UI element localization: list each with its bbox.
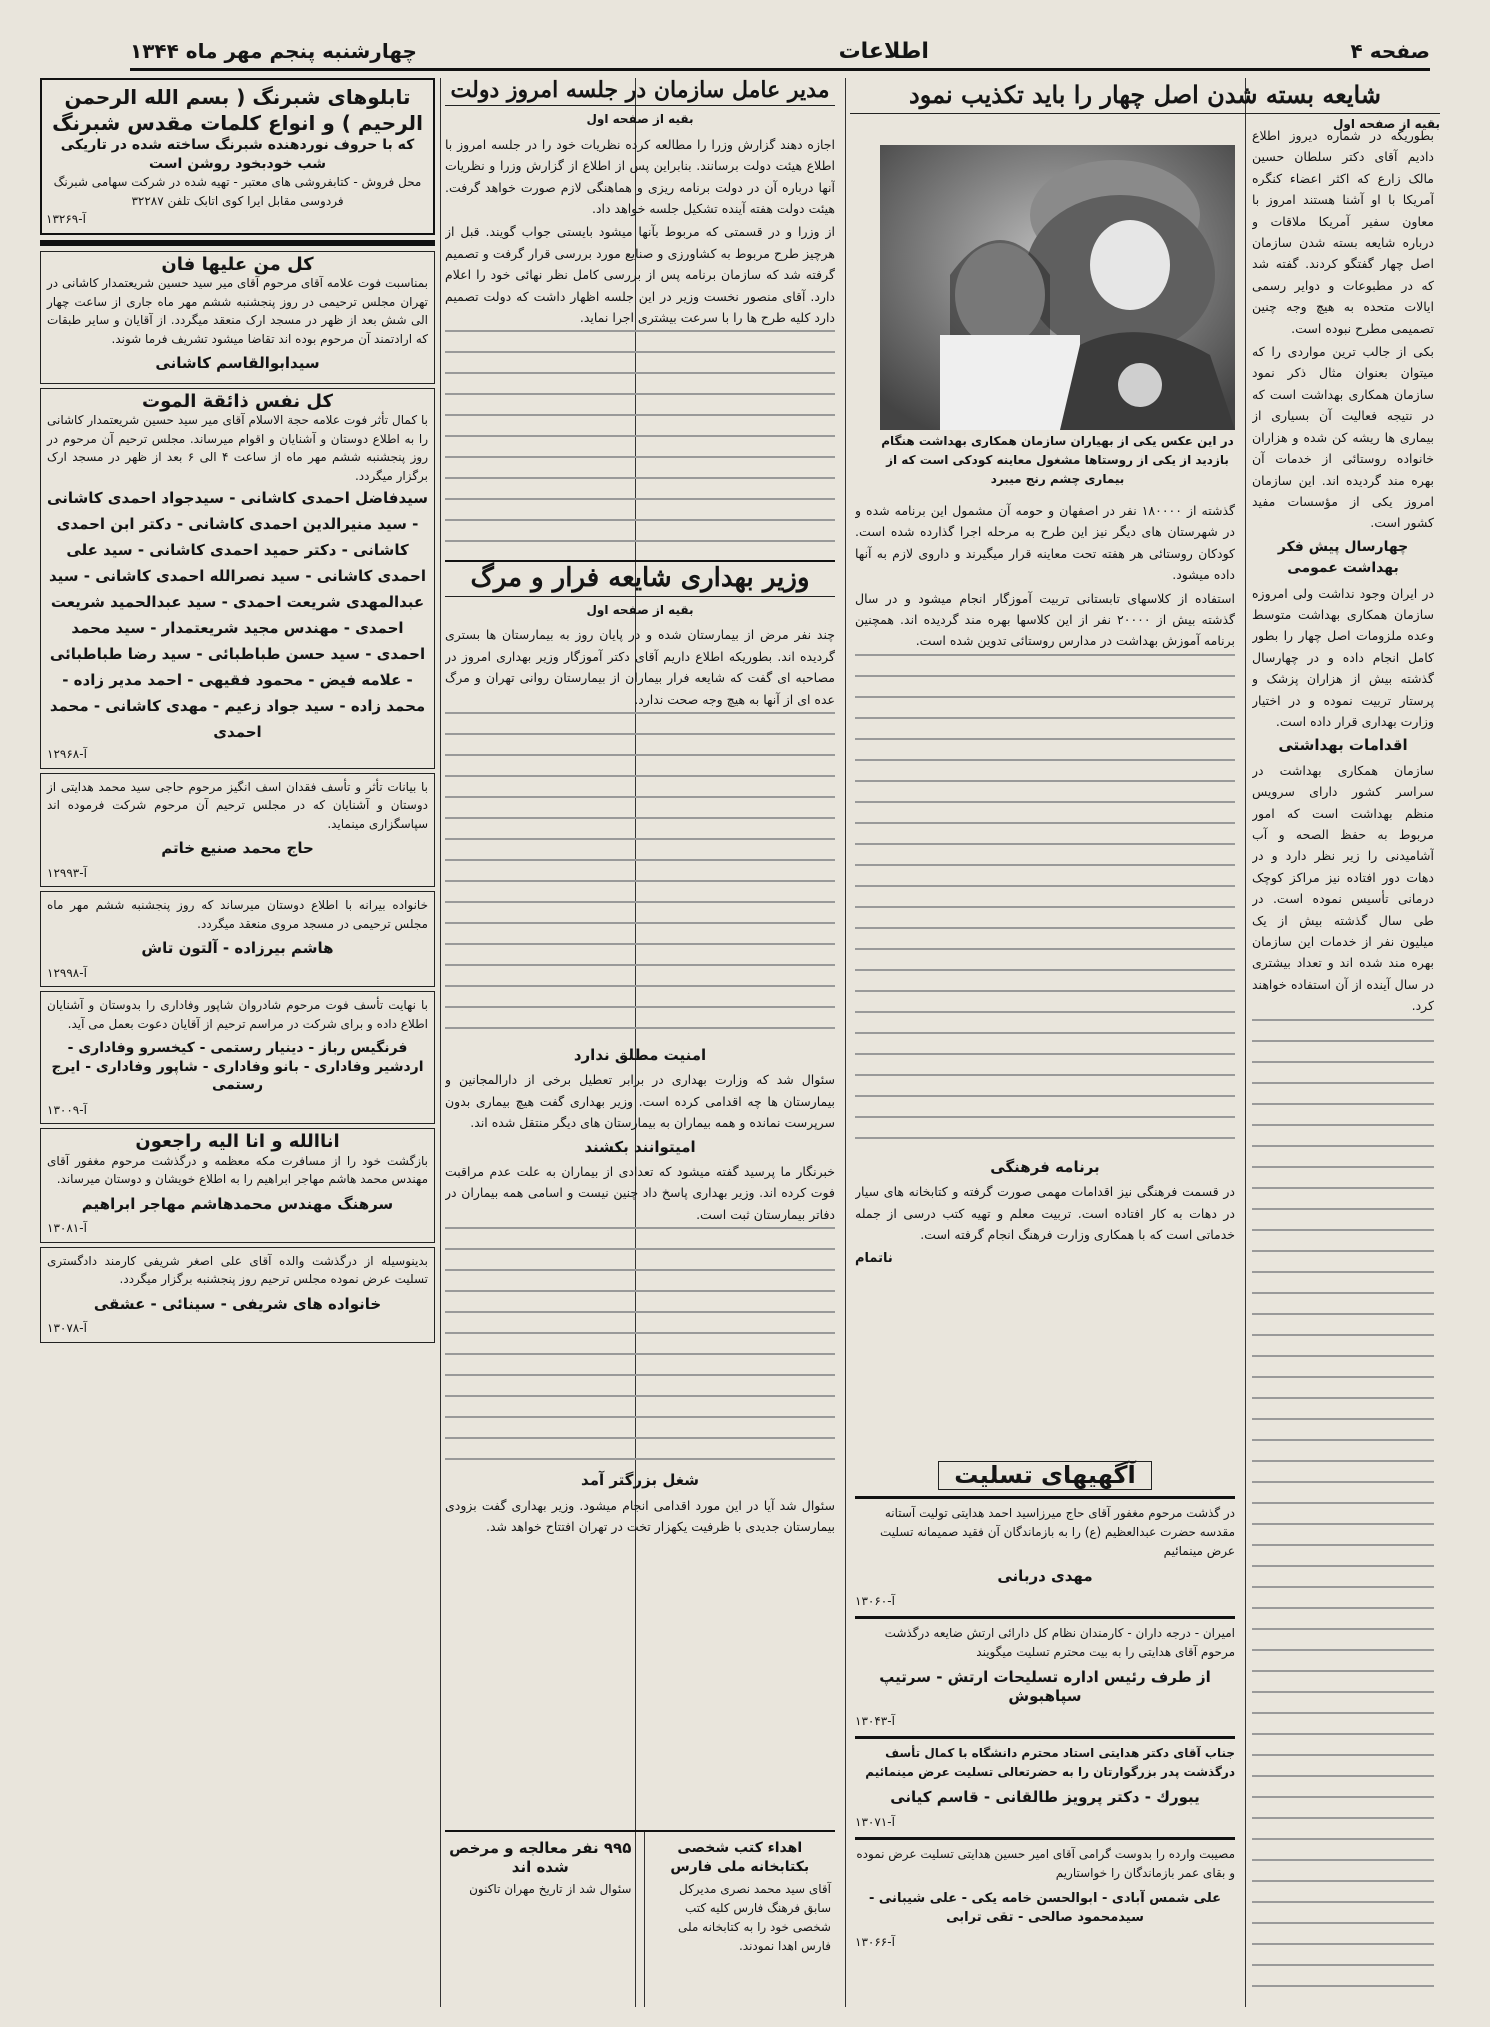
notice-1-text: بمناسبت فوت علامه آقای مرحوم آقای میر سید حسین شریعتمدار کاشانی در تهران مجلس ترحیمی در روز پنجشنبه ششم مهر ماه جاری از ساعت چهار الی شش بعد از ظهر در مسجد ارک منعقد میگردد. از آقایان و سایر طبقات که ارادتمند آن مرحوم بوده اند تقاضا میشود تشریف فرما شوند. (47, 276, 428, 346)
notice-1-heading: کل من علیها فان (161, 253, 314, 275)
newspaper-name: اطلاعات (838, 38, 929, 64)
middle-paragraph-3: چند نفر مرض از بیمارستان شده و در پایان روز به بیمارستان ها بستری گردیده اند. بطوریکه اطلاع داریم آقای دکتر آموزگار وزیر بهداری امروز در مصاحبه ای گفت که شایعه فرار بیماران از بیمارستان روانی تهران و مرگ عده ای از آنها به هیچ وجه صحت ندارد. (445, 627, 835, 707)
ad-code: آ-۱۳۰۰۹ (47, 1102, 87, 1117)
condolence-ads (855, 1455, 1235, 2007)
ad-shabrang-address: محل فروش - کتابفروشی های معتبر - تهیه شده در شرکت سهامی شبرنگ فردوسی مقابل ایرا کوی اتابک تلفن ۳۲۲۸۷ (53, 175, 422, 208)
middle-headline: مدیر عامل سازمان در جلسه امروز دولت (445, 78, 835, 106)
middle-paragraph-2: از وزرا و در قسمتی که مربوط بآنها میشود بایستی جواب گویند. قبل از هرچیز طرح مربوط به کشاورزی و صنایع مورد بررسی قرار گرفت و تصمیم گرفته شد که سازمان برنامه پس از بررسی کامل نظر نهائی خود را اعلام دارد. آقای منصور نخست وزیر در این جلسه اظهار داشت که دولت تصمیم دارد کلیه طرح ها را با سرعت بیشتری اجرا نماید. (445, 224, 835, 326)
condolence-text-2: امیران - درجه داران - کارمندان نظام کل دارائی ارتش ضایعه درگذشت مرحوم آقای هدایتی را به بیت محترم تسلیت میگویند (884, 1626, 1235, 1659)
ad-shabrang-text: که با حروف نوردهنده شبرنگ ساخته شده در تاریکی شب خودبخود روشن است (60, 137, 415, 172)
ad-code: آ-۱۳۰۶۶ (855, 1935, 895, 1949)
ad-shabrang-title: تابلوهای شبرنگ ( بسم الله الرحمن الرحیم ) و انواع کلمات مقدس شبرنگ (52, 85, 423, 135)
notice-2-heading: کل نفس ذائقة الموت (142, 390, 333, 412)
condolence-text-4: مصیبت وارده را بدوست گرامی آقای امیر حسین هدایتی تسلیت عرض نموده و بقای عمر بازماندگان را خواستاریم (856, 1847, 1235, 1880)
mourners-names: سیدفاضل احمدی کاشانی - سیدجواد احمدی کاشانی - سید منیرالدین احمدی کاشانی - دکتر ابن احمدی کاشانی - دکتر حمید احمدی کاشانی - سید علی احمدی کاشانی - سید نصرالله احمدی کاشانی - سید عبدالمهدی شریعت احمدی - سید عبدالحمید شریعت احمدی - مهندس مجید شریعتمدار - سید محمد احمدی - سید حسن طباطبائی - سید رضا طباطبائی - علامه فیض - محمود فقیهی - احمد مدیر زاده - محمد زاده - سید جواد زعیم - مهدی کاشانی - محمد احمدی (47, 489, 428, 741)
notice-4-text: خانواده بیرانه با اطلاع دوستان میرساند که روز پنجشنبه ششم مهر ماه مجلس ترحیمی در مسجد مروی منعقد میگردد. (47, 898, 428, 931)
lead-article-column (1252, 125, 1434, 2007)
lead-subhead-2: اقدامات بهداشتی (1278, 736, 1408, 755)
continued-note: بقیه از صفحه اول (586, 602, 694, 617)
middle-headline-2: وزیر بهداری شایعه فرار و مرگ (445, 560, 835, 596)
treated-news-title: ۹۹۵ نفر معالجه و مرخص شده اند (449, 1839, 632, 1876)
notice-6-heading: اناالله و انا الیه راجعون (135, 1131, 340, 1152)
lead-subhead-1: چهارسال پیش فکر بهداشت عمومی (1277, 538, 1409, 577)
lead-paragraph-1: بطوریکه در شماره دیروز اطلاع دادیم آقای دکتر سلطان حسین مالک زارع که اکثر اعضاء کنگره آمریکا با او آشنا هستند امروز با معاون سفیر آمریکا ملاقات و درباره شایعه بسته شدن سازمان اصل چهار گفتگو کردند. گفته شد که در مطبوعات و دوایر رسمی ایالات متحده به هیچ وجه چنین تصمیمی مطرح نبوده است. (1252, 128, 1434, 336)
photo-caption: در این عکس یکی از بهیاران سازمان همکاری بهداشت هنگام بازدید از یکی از روستاها مشغول معاینه کودکی است که از بیماری چشم رنج میبرد (881, 434, 1234, 486)
middle-paragraph-4: سئوال شد که وزارت بهداری در برابر تعطیل برخی از دارالمجانین و بیمارستان ها چه اقدامی کرده است. وزیر بهداری گفت هیچ بیماری بدون سرپرست نمانده و همه بیماران به بیمارستان های دیگر منتقل شده اند. (445, 1072, 835, 1131)
library-news-text: آقای سید محمد نصری مدیرکل سابق فرهنگ فارس کلیه کتب شخصی خود را به کتابخانه ملی فارس اهدا نمودند. (677, 1882, 831, 1953)
middle-subhead-3: شغل بزرگتر آمد (581, 1471, 699, 1490)
treated-news (445, 1832, 636, 2007)
notice-2 (40, 388, 435, 769)
lead-paragraph-2: بکی از جالب ترین مواردی را که میتوان بعنوان مثال ذکر نمود سازمان همکاری بهداشت است که در نتیجه فعالیت آن بسیاری از بیماری ها ریشه کن شده و هزاران خانواده روستائی از خدمات آن بهره مند گردیده اند. این سازمان امروز یکی از مؤسسات مفید کشور است. (1252, 344, 1434, 531)
text-continuation (855, 654, 1235, 1154)
center-paragraph-1: گذشته از ۱۸۰۰۰۰ نفر در اصفهان و حومه آن مشمول این برنامه شده و در شهرستان های دیگر نیز این طرح به مرحله اجرا گذارده شده است. کودکان روستائی هر هفته تحت معاینه قرار میگیرند و داروی لازم به آنها داده میشود. (855, 503, 1235, 583)
lead-headline: شایعه بسته شدن اصل چهار را باید تکذیب نمود (850, 78, 1440, 114)
notice-5-text: با نهایت تأسف فوت مرحوم شادروان شاپور وفاداری را بدوستان و آشنایان اطلاع داده و برای شرکت در مراسم ترحیم از آقایان دعوت بعمل می آید. (47, 998, 428, 1031)
notice-7-signature: خانواده های شریفی - سینائی - عشقی (93, 1294, 382, 1313)
photo-nurse-child-illustration (880, 145, 1235, 430)
condolence-signature-4: علی شمس آبادی - ابوالحسن خامه یکی - علی شیبانی - سیدمحمود صالحی - تقی ترابی (868, 1891, 1221, 1925)
center-paragraph-2: استفاده از کلاسهای تابستانی تربیت آموزگار انجام میشود و در سال گذشته بیش از ۲۰۰۰۰ نفر از این کلاسها بهره مند گردیده اند. همچنین برنامه آموزش بهداشت در مدارس روستائی تدوین شده است. (855, 590, 1235, 649)
middle-paragraph-6: سئوال شد آیا در این مورد اقدامی انجام میشود. وزیر بهداری گفت بزودی بیمارستان جدیدی با ظرفیت یکهزار تخت در تهران افتتاح خواهد شد. (445, 1497, 835, 1534)
notice-3-signature: حاج محمد صنیع خاتم (161, 839, 314, 857)
issue-date: چهارشنبه پنجم مهر ماه ۱۳۴۴ (130, 39, 417, 63)
text-continuation (1252, 1019, 1434, 1999)
condolence-text-3: جناب آقای دکتر هدایتی استاد محترم دانشگاه با کمال تأسف درگذشت پدر بزرگوارتان را به حضرتعالی تسلیت عرض مینمائیم (865, 1746, 1235, 1779)
condolence-signature-2: از طرف رئیس اداره تسلیحات ارتش - سرتیپ سپاهبوش (879, 1668, 1211, 1705)
column-rule (440, 78, 441, 2007)
middle-articles-column (445, 78, 835, 2007)
ad-code: آ-۱۲۹۹۳ (47, 865, 87, 880)
ads-column (40, 78, 435, 2007)
notice-6 (40, 1128, 435, 1243)
notice-6-signature: سرهنگ مهندس محمدهاشم مهاجر ابراهیم (81, 1194, 394, 1213)
lead-paragraph-3: در ایران وجود نداشت ولی امروزه سازمان همکاری بهداشت متوسط وعده ملزومات اصل چهار را بطور کامل انجام داده و در چهارسال گذشته بیش از هزاران پزشک و پرستار تربیت نموده و در اختیار وزارت بهداری قرار داده است. (1252, 585, 1434, 729)
library-news (644, 1832, 836, 2007)
page-number: صفحه ۴ (1350, 39, 1430, 63)
notice-4 (40, 891, 435, 987)
center-article-column (855, 500, 1235, 1447)
text-continuation (445, 330, 835, 560)
notice-3-text: با بیانات تأثر و تأسف فقدان اسف انگیز مرحوم حاجی سید محمد هدایتی از دوستان و آشنایان که در مجلس ترحیم آن مرحوم شرکت فرموده اند سپاسگزاری مینماید. (47, 779, 428, 831)
condolence-signature-1: مهدی دربانی (997, 1567, 1093, 1585)
middle-paragraph-1: اجازه دهند گزارش وزرا را مطالعه کرده نظریات خود را در جلسه امروز با اطلاع هیئت دولت برسانند. بنابراین پس از اطلاع از گزارش وزرا و نظریات آنها درباره آن در دولت برنامه ریزی و هماهنگی لازم صورت خواهد گرفت. هیئت دولت هفته آینده تشکیل جلسه خواهد داد. (445, 136, 835, 217)
condolence-signature-3: یبورك - دكتر پرویز طالقانی - قاسم كیانی (890, 1788, 1200, 1806)
ad-code: آ-۱۲۹۶۸ (47, 747, 87, 761)
condolence-title: آگهیهای تسلیت (938, 1461, 1152, 1490)
ad-code: آ-۱۳۰۷۱ (855, 1815, 895, 1829)
notice-4-signature: هاشم بیرزاده - آلتون تاش (141, 939, 334, 957)
ad-shabrang (40, 78, 435, 235)
article-photo (880, 145, 1235, 430)
masthead (130, 34, 1430, 71)
continued-note: بقیه از صفحه اول (586, 112, 694, 127)
notice-5-names: فرنگیس رباز - دینیار رستمی - کیخسرو وفاداری - اردشیر وفاداری - بانو وفاداری - شاپور وفاداری - ایرج رستمی (51, 1040, 424, 1093)
ad-code: آ-۱۳۰۶۰ (855, 1594, 895, 1608)
library-news-title: اهداء کتب شخصی بکتابخانه ملی فارس (670, 1840, 810, 1875)
ad-code: آ-۱۳۰۸۱ (47, 1221, 87, 1235)
bottom-news (445, 1830, 835, 2007)
condolence-text-1: در گذشت مرحوم مغفور آقای حاج میرزاسید احمد هدایتی تولیت آستانه مقدسه حضرت عبدالعظیم (ع) را به بازماندگان آن فقید صمیمانه تسلیت عرض مینمائیم (879, 1506, 1235, 1558)
notice-1 (40, 251, 435, 384)
lead-paragraph-4: سازمان همکاری بهداشت در سراسر کشور دارای سرویس منظم بهداشت است که امور مربوط به حفظ الصحه و آب آشامیدنی را زیر نظر دارد و در دهات دور افتاده نیز مراکز کوچک درمانی تأسیس نموده است. در طی سال گذشته بیش از یک میلیون نفر از خدمات این سازمان بهره مند شده اند و تعداد بیشتری در سال آینده از آن استفاده خواهند کرد. (1252, 762, 1434, 1014)
text-continuation (445, 712, 835, 1042)
ad-code: آ-۱۳۰۷۸ (47, 1321, 87, 1335)
notice-5 (40, 991, 435, 1124)
middle-subhead-1: امنیت مطلق ندارد (573, 1045, 707, 1064)
ad-code: آ-۱۲۹۹۸ (47, 965, 87, 980)
ad-code: آ-۱۳۰۴۳ (855, 1714, 895, 1728)
notice-3 (40, 773, 435, 888)
continued-note: بقیه از صفحه اول (1332, 117, 1440, 131)
to-be-continued: ناتمام (855, 1251, 893, 1267)
middle-paragraph-5: خبرنگار ما پرسید گفته میشود که تعدادی از بیماران به علت عدم مراقبت فوت کرده اند. وزیر بهداری پاسخ داد چنین نیست و اسامی همه بیماران در دفاتر بیمارستان ثبت است. (445, 1163, 835, 1222)
center-paragraph-3: در قسمت فرهنگی نیز اقدامات مهمی صورت گرفته و کتابخانه های سیار در دهات به کار افتاده است. تربیت معلم و تهیه کتب درسی از جمله خدماتی است که با همکاری وزارت فرهنگ انجام گرفته است. (855, 1184, 1235, 1243)
center-subhead: برنامه فرهنگی (990, 1157, 1100, 1176)
treated-news-text: سئوال شد از تاریخ مهران تاکنون (469, 1882, 632, 1896)
middle-subhead-2: امیتوانند بکشند (584, 1137, 696, 1156)
notice-7-text: بدینوسیله از درگذشت والده آقای علی اصغر شریفی کارمند دادگستری تسلیت عرض نموده مجلس ترحیم روز پنجشنبه برگزار میگردد. (47, 1253, 428, 1286)
notice-7 (40, 1247, 435, 1343)
notice-6-text: بازگشت خود را از مسافرت مکه معظمه و درگذشت مرحوم مغفور آقای مهندس محمد هاشم مهاجر ابراهیم را به اطلاع خویشان و دوستان میرساند. (47, 1153, 428, 1186)
column-rule (845, 78, 846, 2007)
column-rule (1245, 78, 1246, 2007)
notice-2-text: با کمال تأثر فوت علامه حجة الاسلام آقای میر سید حسین شریعتمدار کاشانی را به اطلاع دوستان و آشنایان و اقوام میرساند. مجلس ترحیم آن مرحوم در روز پنجشنبه ششم مهر ماه از ساعت ۴ الی ۶ بعد از ظهر در مسجد ارک برگزار میگردد. (47, 413, 429, 483)
ad-code: آ-۱۳۲۶۹ (46, 212, 86, 226)
notice-1-signature: سیدابوالقاسم کاشانی (155, 354, 320, 372)
text-continuation (445, 1227, 835, 1467)
